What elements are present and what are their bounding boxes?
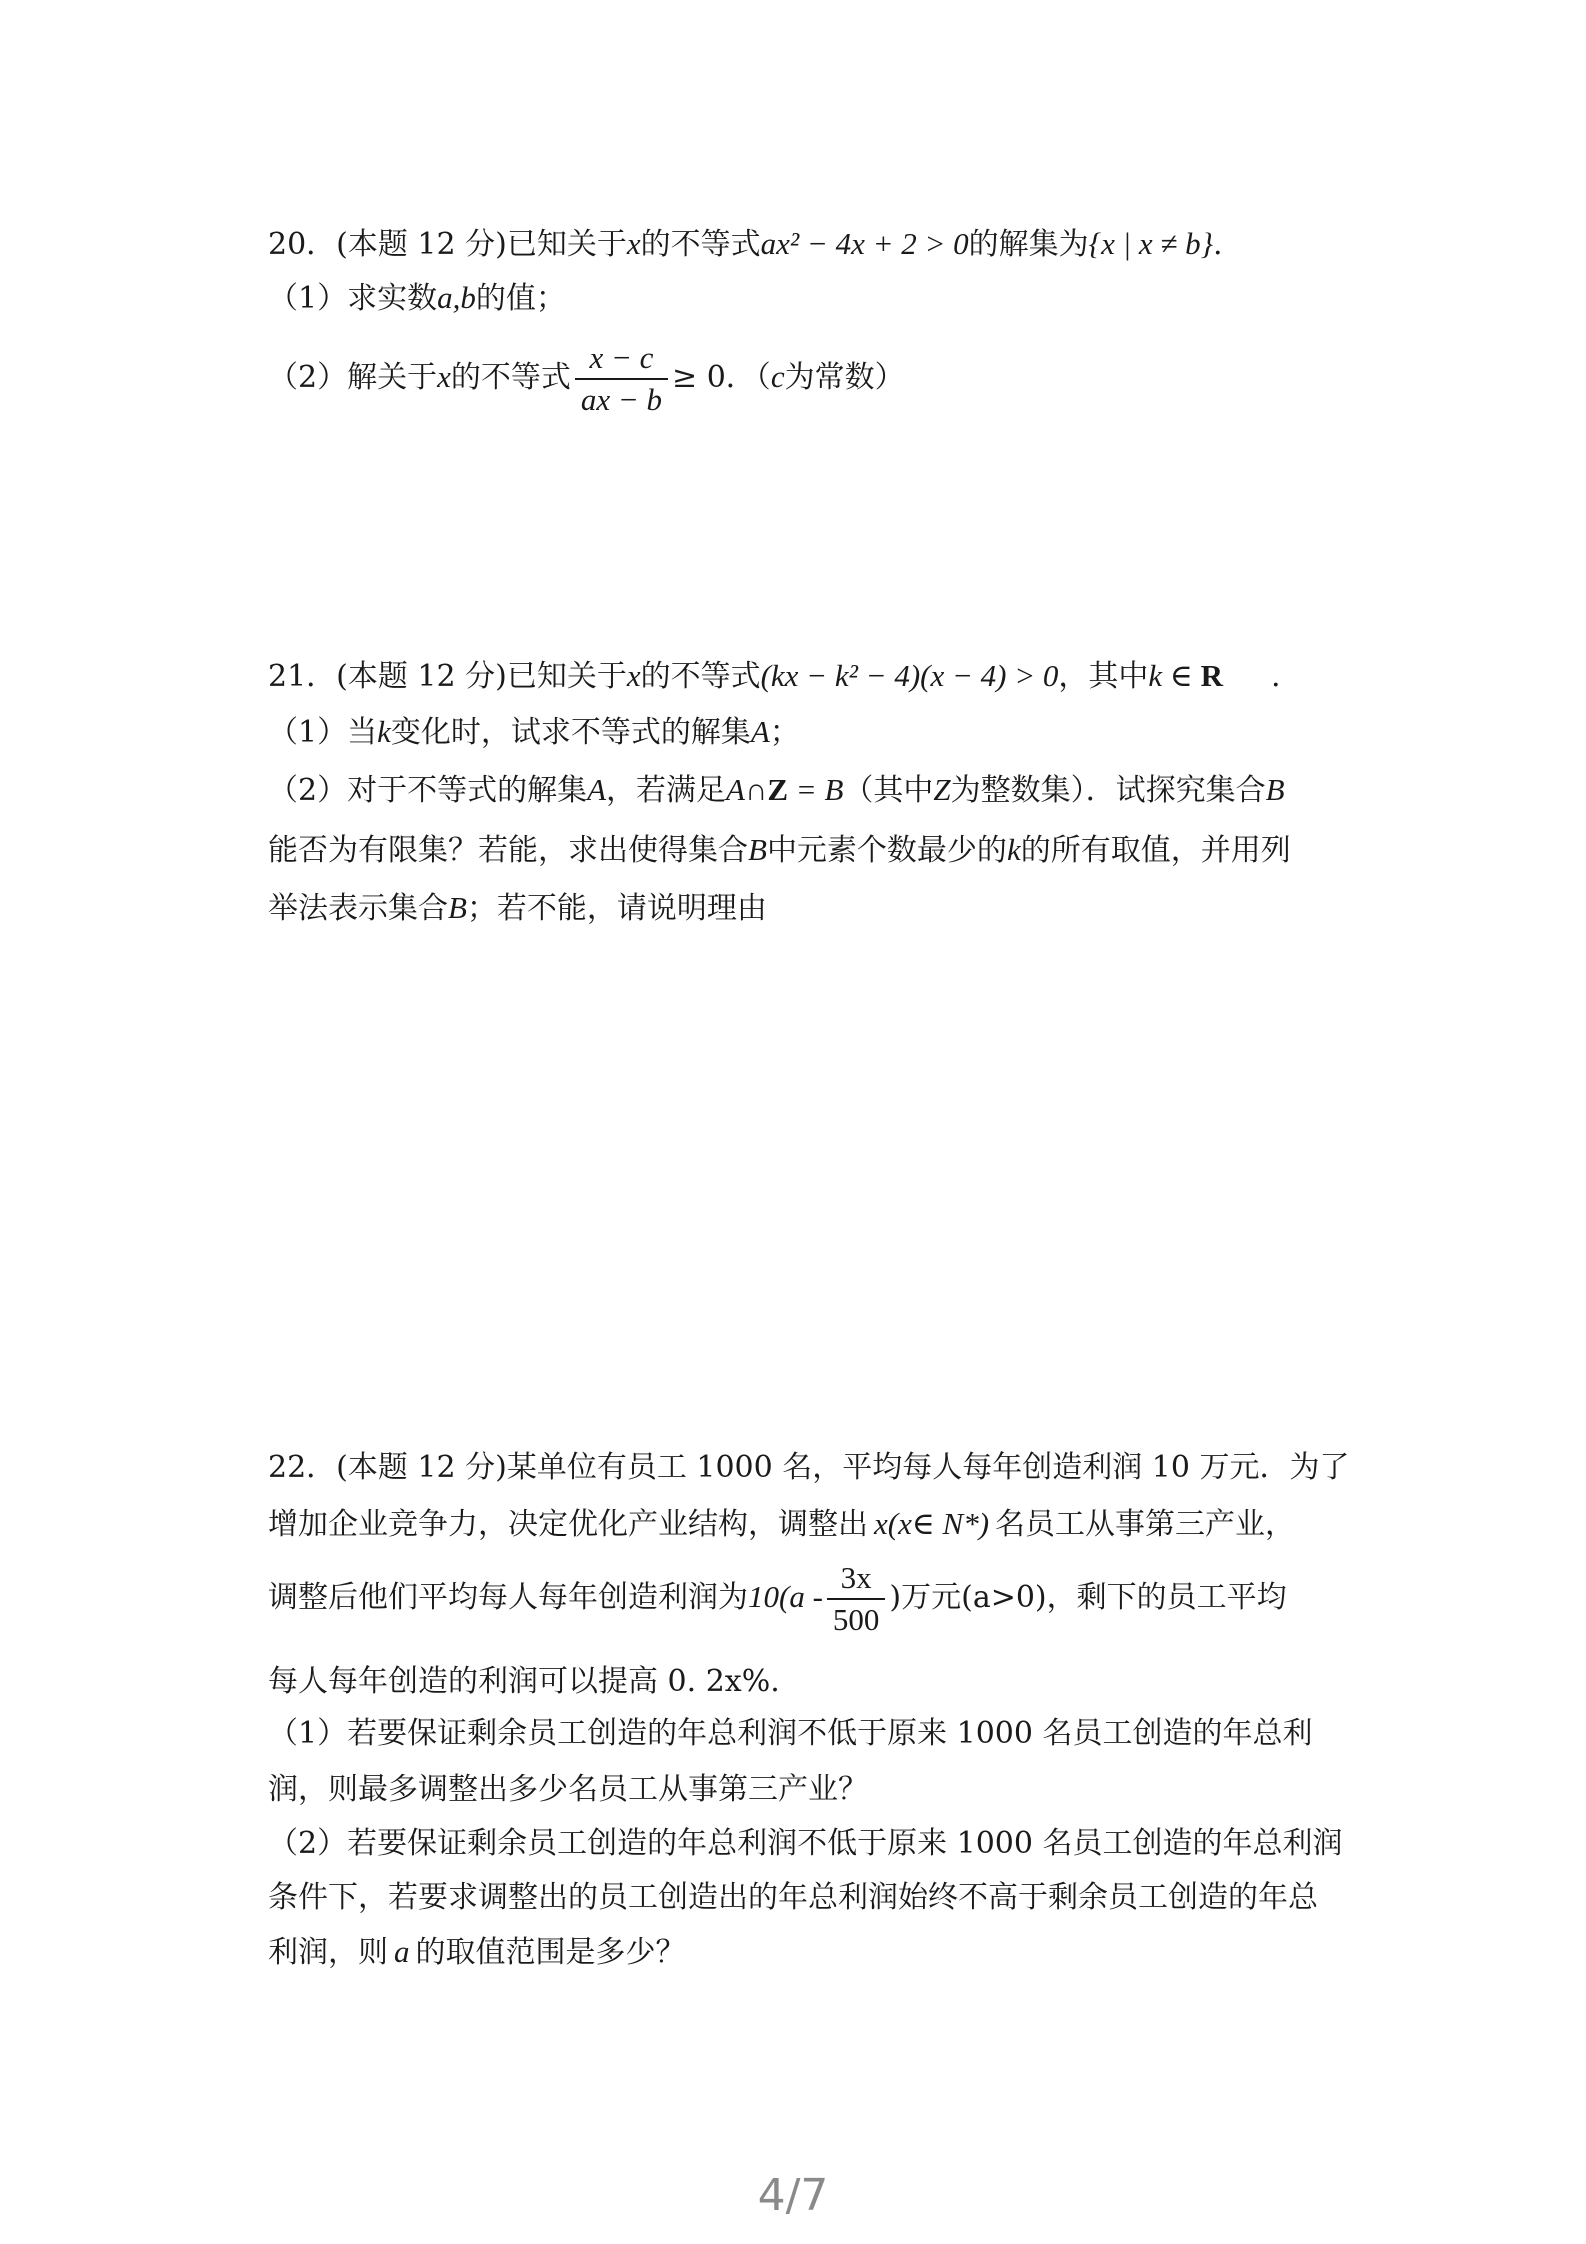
q22-part1-line2: 润，则最多调整出多少名员工从事第三产业？ (268, 1772, 868, 1807)
q20-p1-b: 的值； (475, 281, 566, 316)
q22-l3-b: 10(a - (748, 1579, 823, 1614)
q22-line1: 22．(本题 12 分)某单位有员工 1000 名，平均每人每年创造利润 10 万元．为了 (268, 1450, 1350, 1485)
q20-p2-var-c: c (770, 359, 785, 394)
q21-p1-var-a: A (750, 714, 770, 749)
q21-p2-eq-z: Z (767, 772, 789, 807)
q22-line4: 每人每年创造的利润可以提高 0. 2x%. (268, 1664, 780, 1699)
q21-l4-c: 的所有取值，并用列 (1020, 833, 1291, 868)
q20-p2-a: （2）解关于 (268, 360, 438, 395)
q22-frac-num: 3x (840, 1560, 872, 1595)
q21-inequality: (kx − k² − 4)(x − 4) > 0 (760, 658, 1059, 693)
q20-p2-var-x: x (437, 359, 451, 394)
q21-l5-a: 举法表示集合 (268, 891, 448, 926)
q21-p1-b: 变化时，试求不等式的解集 (390, 715, 751, 750)
q20-solution-set: {x | x ≠ b} (1088, 226, 1214, 261)
q22-fraction (827, 1560, 886, 1638)
q20-frac-num: x − c (589, 340, 654, 375)
q21-p1-c: ； (769, 715, 800, 750)
q20-var-x: x (626, 226, 641, 261)
q21-part2 (268, 768, 1328, 813)
q21-part1 (268, 710, 1328, 755)
q22-part1-line1: （1）若要保证剩余员工创造的年总利润不低于原来 1000 名员工创造的年总利 (268, 1716, 1313, 1751)
q21-p2-d: 为整数集）．试探究集合 (950, 773, 1266, 808)
q22-part2-line1: （2）若要保证剩余员工创造的年总利润不低于原来 1000 名员工创造的年总利润 (268, 1826, 1343, 1861)
q21-p1-var-k: k (377, 714, 391, 749)
q20-head-a: 20．(本题 12 分)已知关于 (268, 227, 627, 262)
q21-var-x: x (626, 658, 641, 693)
q21-p2-b: ，若满足 (606, 773, 727, 808)
q22-part2-line2: 条件下，若要求调整出的员工创造出的年总利润始终不高于剩余员工创造的年总 (268, 1880, 1318, 1915)
q20-part1 (268, 276, 1328, 321)
q20-p1-vars: a,b (437, 280, 476, 315)
q20-p2-b: 的不等式 (450, 360, 571, 395)
q20-frac-den: ax − b (575, 378, 668, 418)
q20-p2-d: 为常数） (784, 360, 905, 395)
q21-p2-eq-b: = B (788, 772, 844, 807)
q22-p2-var-a: a (394, 1934, 410, 1969)
q20-head-b: 的不等式 (640, 227, 761, 262)
q21-p2-c: （其中 (843, 773, 934, 808)
q21-stem (268, 654, 1328, 699)
q21-cond-r: R (1200, 658, 1224, 693)
q21-l4-var-b: B (748, 832, 767, 867)
q21-line5 (268, 886, 1328, 931)
q21-head-b: 的不等式 (640, 659, 761, 694)
q21-l4-b: 中元素个数最少的 (766, 833, 1007, 868)
q22-frac-den: 500 (827, 1598, 886, 1638)
q21-p2-var-b: B (1265, 772, 1285, 807)
q21-l4-var-k: k (1006, 832, 1021, 867)
q21-p2-var-a: A (587, 772, 607, 807)
q20-inequality: ax² − 4x + 2 > 0 (760, 226, 969, 261)
q21-cond-k: k ∈ (1148, 658, 1201, 693)
q20-p2-c: ≥ 0．（ (672, 360, 771, 395)
q20-p1-a: （1）求实数 (268, 281, 438, 316)
q21-p1-a: （1）当 (268, 715, 378, 750)
q22-l3-c: )万元(a>0)，剩下的员工平均 (889, 1580, 1287, 1615)
q20-stem (268, 222, 1328, 267)
q22-p2-l3-b: 的取值范围是多少？ (415, 1935, 686, 1970)
q22-p2-l3-a: 利润，则 (268, 1935, 388, 1970)
q22-line2 (268, 1502, 1328, 1547)
q20-part2 (268, 332, 1328, 422)
q21-p2-var-z: Z (933, 772, 951, 807)
q22-l2-math: x(x∈ N*) (874, 1506, 990, 1541)
q22-l2-b: 名员工从事第三产业， (995, 1507, 1296, 1542)
q22-part2-line3 (268, 1930, 1328, 1975)
q21-l4-a: 能否为有限集？若能，求出使得集合 (268, 833, 748, 868)
q20-head-c: 的解集为 (968, 227, 1089, 262)
q21-p2-eq-a: A∩ (726, 772, 768, 807)
q22-l2-a: 增加企业竞争力，决定优化产业结构，调整出 (268, 1507, 868, 1542)
q22-line3 (268, 1550, 1328, 1644)
q22-l3-a: 调整后他们平均每人每年创造利润为 (268, 1580, 748, 1615)
q21-head-end: . (1271, 659, 1281, 694)
q21-head-a: 21．(本题 12 分)已知关于 (268, 659, 627, 694)
q21-p2-a: （2）对于不等式的解集 (268, 773, 588, 808)
q21-l5-var-b: B (448, 890, 467, 925)
page-number: 4/7 (757, 2170, 829, 2221)
q20-head-end: . (1213, 227, 1223, 262)
q20-fraction (575, 340, 668, 418)
q21-head-c: ，其中 (1058, 659, 1149, 694)
q21-l5-b: ；若不能，请说明理由 (466, 891, 767, 926)
q21-line4 (268, 828, 1328, 873)
